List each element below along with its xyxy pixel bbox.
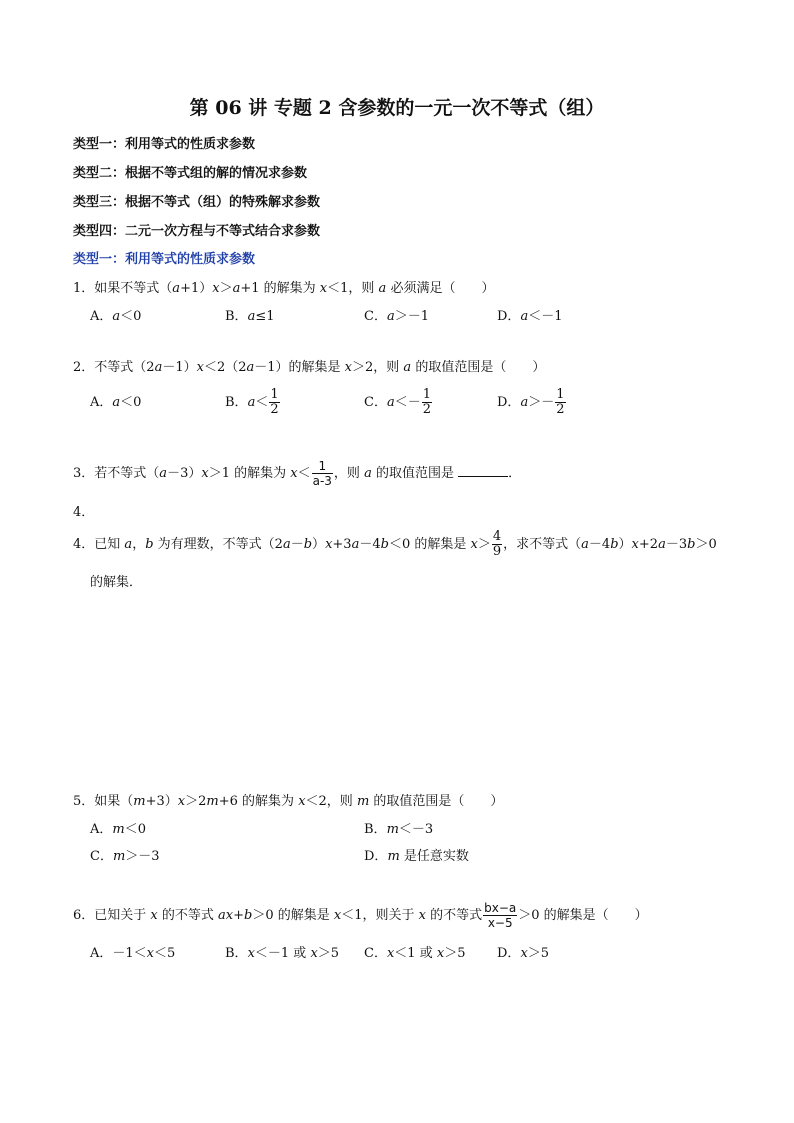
q2-option-d: D．a＞－ $\frac{1}{2}$ — [497, 387, 565, 417]
category-3: 类型三：根据不等式（组）的特殊解求参数 — [73, 195, 321, 210]
question-5: 5．如果（m+3）x＞2m+6 的解集为 x＜2，则 m 的取值范围是（ ） — [73, 794, 504, 809]
fraction: $\frac{4}{9}$ — [492, 529, 502, 559]
category-1: 类型一：利用等式的性质求参数 — [73, 137, 256, 152]
q2-option-a: A．a＜0 — [90, 395, 142, 410]
q5-option-d: D．m 是任意实数 — [364, 849, 469, 864]
q6-option-b: B．x＜－1 或 x＞5 — [225, 946, 340, 961]
question-1: 1．如果不等式（a+1）x＞a+1 的解集为 x＜1，则 a 必须满足（ ） — [73, 281, 495, 296]
q1-option-a: A．a＜0 — [90, 309, 142, 324]
q1-option-d: D．a＜－1 — [497, 309, 563, 324]
q5-option-b: B．m＜－3 — [364, 822, 434, 837]
q5-option-a: A．m＜0 — [90, 822, 146, 837]
fraction: $\frac{1}{2}$ — [556, 387, 565, 417]
fraction: $\frac{bx-a}{x-5}$ — [484, 901, 517, 930]
category-4: 类型四：二元一次方程与不等式结合求参数 — [73, 224, 321, 239]
q2-option-c: C．a＜－ $\frac{1}{2}$ — [364, 387, 432, 417]
q6-option-c: C．x＜1 或 x＞5 — [364, 946, 466, 961]
q1-option-c: C．a＞－1 — [364, 309, 429, 324]
q6-option-d: D．x＞5 — [497, 946, 550, 961]
fraction: $\frac{1}{2}$ — [270, 387, 279, 417]
question-3: 3．若不等式（a－3）x＞1 的解集为 x＜ $\frac{1}{a-3}$ ，则 a 的取值范围是 ． — [73, 459, 522, 488]
fraction: $\frac{1}{2}$ — [422, 387, 432, 417]
fraction: $\frac{1}{a-3}$ — [312, 459, 332, 488]
answer-blank — [458, 464, 508, 477]
question-6: 6．已知关于 x 的不等式 ax+b＞0 的解集是 x＜1，则关于 x 的不等式 $\frac{bx-a}{x-5}$ ＞0 的解集是（ ） — [73, 901, 648, 930]
q2-option-b: B．a＜ $\frac{1}{2}$ — [225, 387, 279, 417]
question-4: 4．已知 a，b 为有理数，不等式（2a－b）x+3a－4b＜0 的解集是 x＞ $\frac{4}{9}$ ，求不等式（a－4b）x+2a－3b＞0 — [73, 529, 717, 559]
section-heading: 类型一：利用等式的性质求参数 — [73, 252, 256, 267]
q6-option-a: A．－1＜x＜5 — [90, 946, 176, 961]
question-2: 2．不等式（2a－1）x＜2（2a－1）的解集是 x＞2，则 a 的取值范围是（ ） — [73, 360, 546, 375]
category-2: 类型二：根据不等式组的解的情况求参数 — [73, 166, 308, 181]
stray-number: 4． — [73, 505, 95, 520]
page-title: 第 06 讲 专题 2 含参数的一元一次不等式（组） — [189, 97, 605, 119]
q5-option-c: C．m＞－3 — [90, 849, 160, 864]
question-4-line2: 的解集． — [90, 575, 143, 590]
q1-option-b: B．a≤1 — [225, 309, 275, 324]
